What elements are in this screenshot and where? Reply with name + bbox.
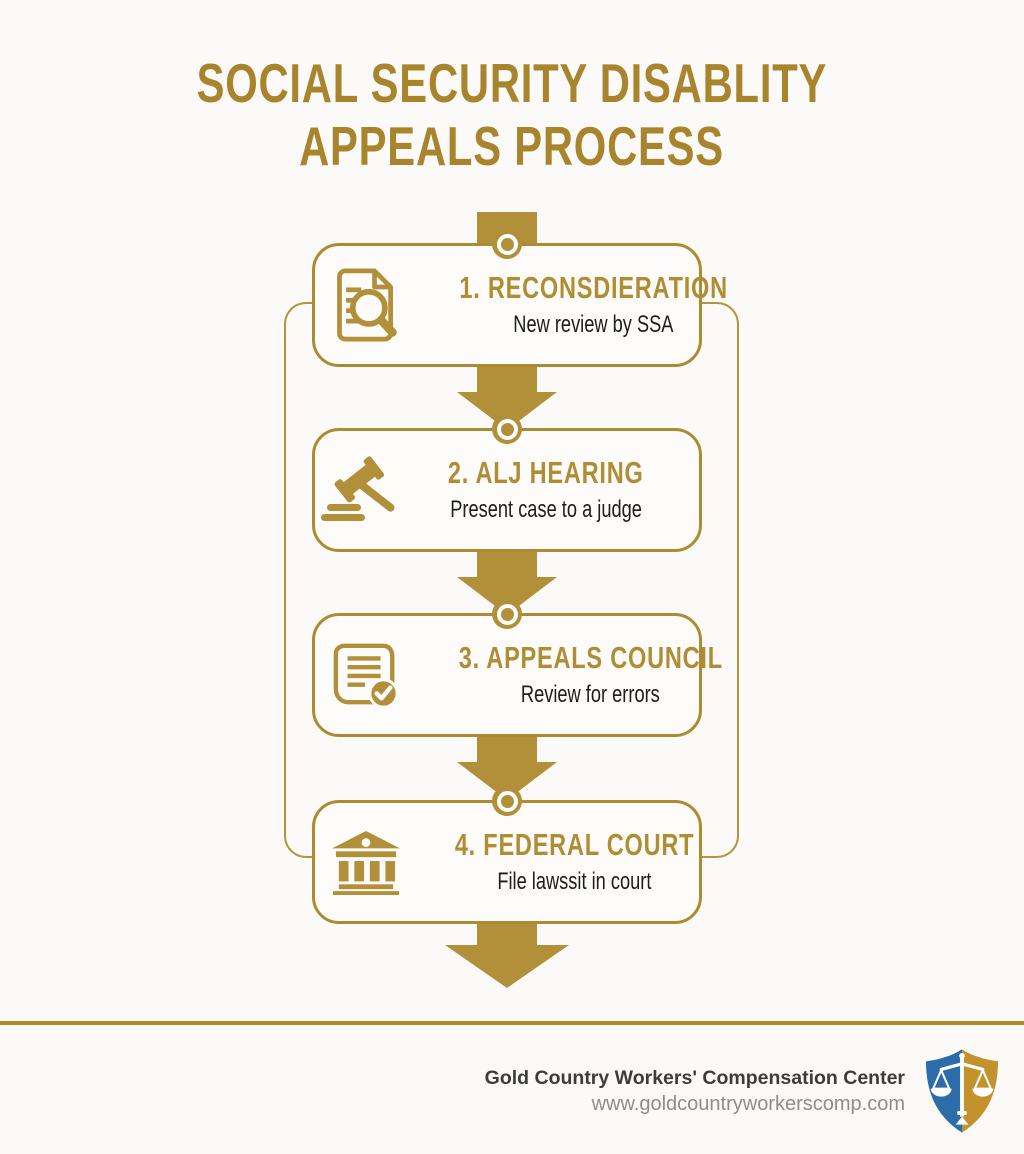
final-down-arrow-icon [445,921,569,988]
connector-bracket-left [284,302,313,858]
step-heading: 1. RECONSDIERATION [459,270,728,305]
step-heading: 2. ALJ HEARING [447,455,644,490]
scroll-check-icon [315,640,417,710]
step-box-reconsideration [312,243,728,367]
step-heading: 4. FEDERAL COURT [454,827,695,862]
courthouse-icon [315,829,417,895]
footer-divider [0,1021,1024,1025]
company-name: Gold Country Workers' Compensation Center [484,1067,905,1089]
step-box-alj-hearing [312,428,702,552]
website-url: www.goldcountryworkerscomp.com [591,1093,905,1115]
step-subtitle: New review by SSA [513,311,674,338]
node-circle [492,414,522,444]
title-line-1: SOCIAL SECURITY DISABLITY [196,52,828,114]
node-circle [492,599,522,629]
step-box-federal-court [312,800,702,924]
node-circle [492,786,522,816]
page-title [0,52,1024,178]
step-subtitle: Present case to a judge [449,496,642,523]
step-heading: 3. APPEALS COUNCIL [458,640,723,675]
title-line-2: APPEALS PROCESS [299,115,725,177]
gavel-icon [315,453,417,527]
connector-bracket-right [702,302,739,858]
step-box-appeals-council [312,613,723,737]
step-subtitle: Review for errors [521,681,661,708]
node-circle [492,229,522,259]
footer [485,1066,905,1117]
document-search-icon [315,265,417,345]
step-subtitle: File lawssit in court [497,868,652,895]
scales-shield-logo [922,1046,1002,1136]
